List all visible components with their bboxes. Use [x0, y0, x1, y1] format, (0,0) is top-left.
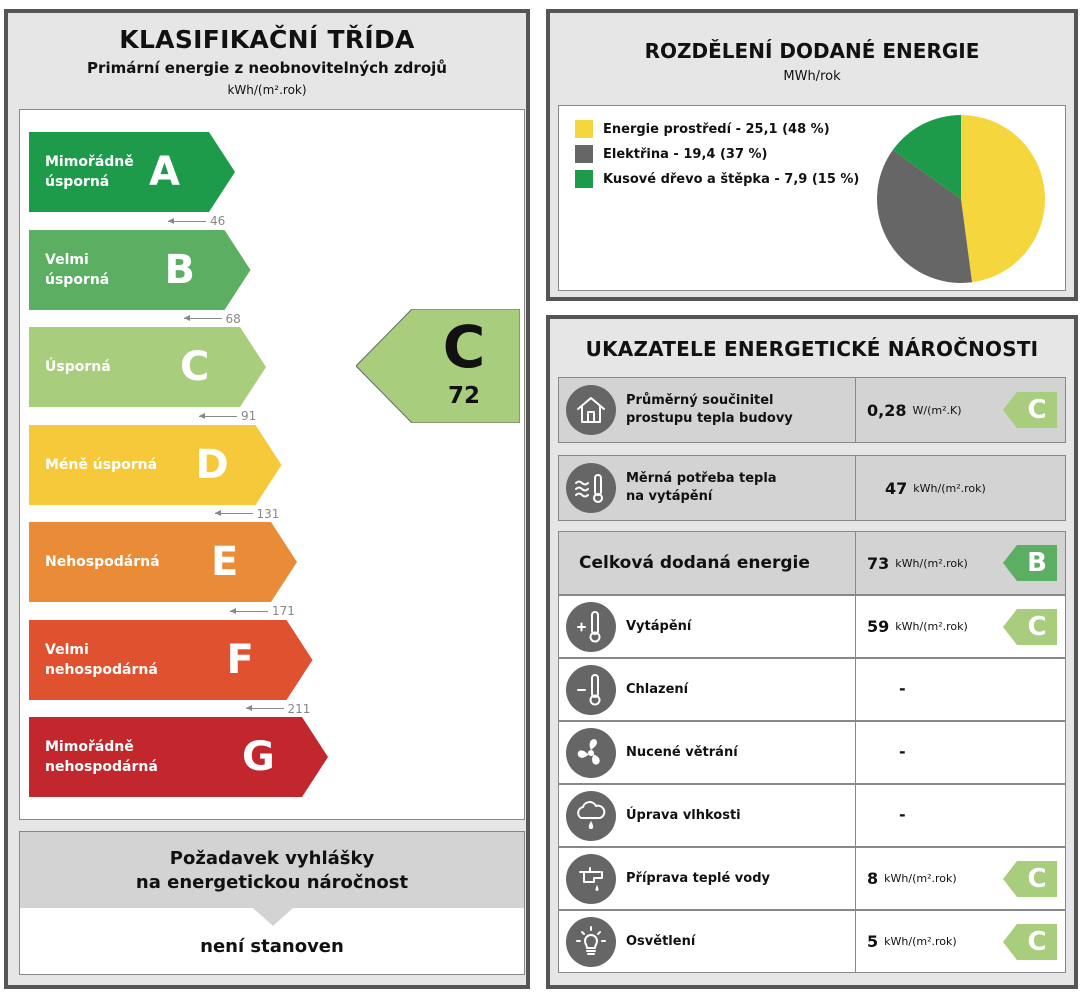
indicator-unit: kWh/(m².rok)	[895, 556, 968, 570]
threshold-arrow-icon	[230, 611, 268, 612]
requirement-notch	[253, 908, 293, 926]
band-label: Úsporná	[45, 359, 111, 375]
indicators-title: UKAZATELE ENERGETICKÉ NÁROČNOSTI	[585, 337, 1039, 361]
legend-item	[575, 120, 830, 138]
indicator-row	[558, 455, 1066, 521]
requirement-box	[19, 831, 525, 975]
indicator-value-group	[885, 456, 1017, 520]
energy-class-scale	[19, 109, 525, 820]
threshold-value: 211	[287, 701, 311, 716]
requirement-title: Požadavek vyhlášky na energetickou náročnost	[135, 848, 409, 893]
band-threshold	[199, 409, 256, 423]
threshold-arrow-icon	[168, 221, 206, 222]
band-f	[29, 620, 313, 700]
indicator-value-group	[867, 848, 999, 909]
threshold-value: 131	[256, 506, 280, 521]
indicator-name: Osvětlení	[626, 933, 696, 949]
band-threshold	[230, 604, 295, 618]
indicator-name: Úprava vlhkosti	[626, 807, 741, 823]
band-letter: B	[164, 246, 195, 293]
row-divider	[855, 911, 856, 972]
class-badge-letter: C	[1027, 863, 1047, 894]
class-badge-c	[1003, 924, 1057, 960]
band-c	[29, 327, 266, 407]
band-label: Mimořádně nehospodárná	[45, 739, 158, 775]
indicator-value-group	[867, 378, 999, 442]
water-tap-icon	[566, 854, 616, 904]
indicator-name: Vytápění	[626, 618, 692, 634]
band-g	[29, 717, 328, 797]
threshold-arrow-icon	[199, 416, 237, 417]
indicator-row	[558, 721, 1066, 784]
distribution-unit: MWh/rok	[783, 69, 841, 84]
band-threshold	[184, 312, 241, 326]
requirement-value: není stanoven	[200, 936, 344, 957]
band-label: Velmi nehospodárná	[45, 641, 158, 678]
result-class-arrow	[356, 309, 520, 423]
legend-swatch	[575, 120, 593, 138]
band-letter: F	[226, 636, 254, 683]
heating-thermometer-icon	[566, 602, 616, 652]
row-divider	[855, 532, 856, 594]
band-letter: D	[195, 441, 229, 488]
requirement-header	[20, 832, 524, 908]
classification-title: KLASIFIKAČNÍ TŘÍDA	[119, 25, 415, 54]
house-icon	[566, 385, 616, 435]
indicator-unit: kWh/(m².rok)	[884, 872, 957, 885]
threshold-arrow-icon	[215, 513, 253, 514]
indicator-unit: kWh/(m².rok)	[913, 481, 986, 495]
band-a	[29, 132, 235, 212]
legend-item	[575, 170, 859, 188]
indicator-name: Celková dodaná energie	[579, 553, 810, 573]
class-badge-letter: B	[1027, 548, 1047, 578]
legend-label: Energie prostředí - 25,1 (48 %)	[603, 121, 830, 137]
indicator-name: Příprava teplé vody	[626, 870, 770, 886]
indicator-row	[558, 784, 1066, 847]
threshold-value: 46	[210, 214, 226, 228]
indicator-value: 47	[885, 478, 908, 498]
indicator-value: 0,28	[867, 400, 907, 420]
band-label: Mimořádně úsporná	[45, 154, 134, 190]
pie-chart	[876, 114, 1046, 284]
class-badge-c	[1003, 861, 1057, 897]
classification-panel	[4, 9, 530, 989]
band-label: Méně úsporná	[45, 456, 158, 473]
indicator-value-group	[867, 596, 999, 657]
indicator-value: -	[899, 678, 906, 698]
indicator-row	[558, 595, 1066, 658]
row-divider	[855, 596, 856, 657]
indicator-unit: W/(m².K)	[912, 403, 962, 417]
distribution-chart-box	[558, 105, 1066, 291]
class-badge-c	[1003, 392, 1057, 428]
energy-distribution-panel	[546, 9, 1078, 301]
indicator-value-group	[867, 911, 999, 972]
result-class-value: 72	[447, 383, 480, 409]
row-divider	[855, 785, 856, 846]
band-letter: E	[211, 539, 239, 585]
band-label: Velmi úsporná	[45, 251, 110, 288]
indicator-value: 8	[867, 869, 879, 888]
class-badge-letter: C	[1027, 395, 1047, 425]
indicator-value: 59	[867, 617, 890, 636]
band-letter: G	[242, 734, 275, 780]
indicator-unit: kWh/(m².rok)	[884, 935, 957, 948]
band-threshold	[168, 214, 225, 228]
band-d	[29, 425, 282, 505]
pie-slice	[961, 115, 1045, 282]
indicator-value: 5	[867, 932, 879, 951]
legend-swatch	[575, 170, 593, 188]
indicator-name: Měrná potřeba tepla na vytápění	[626, 471, 777, 504]
cooling-thermometer-icon	[566, 665, 616, 715]
indicator-name: Chlazení	[626, 681, 689, 697]
row-divider	[855, 378, 856, 442]
legend-label: Kusové dřevo a štěpka - 7,9 (15 %)	[603, 171, 860, 187]
band-threshold	[215, 507, 280, 521]
class-badge-c	[1003, 609, 1057, 645]
indicator-row	[558, 910, 1066, 973]
band-label: Nehospodárná	[45, 554, 160, 570]
classification-unit: kWh/(m².rok)	[227, 83, 307, 97]
indicator-unit: kWh/(m².rok)	[895, 620, 968, 633]
classification-subtitle: Primární energie z neobnovitelných zdrojů	[87, 59, 447, 77]
indicator-row	[558, 531, 1066, 595]
band-letter: C	[180, 344, 210, 390]
threshold-value: 68	[225, 311, 241, 326]
indicator-value-group	[867, 532, 999, 594]
row-divider	[855, 848, 856, 909]
band-b	[29, 230, 251, 310]
indicator-value: -	[899, 741, 906, 761]
legend-swatch	[575, 145, 593, 163]
band-letter: A	[149, 149, 180, 195]
indicator-name: Průměrný součinitel prostupu tepla budovy	[626, 393, 793, 426]
humidity-icon	[566, 791, 616, 841]
row-divider	[855, 659, 856, 720]
band-threshold	[246, 702, 311, 716]
indicator-row	[558, 847, 1066, 910]
row-divider	[855, 722, 856, 783]
indicator-row	[558, 658, 1066, 721]
indicator-value: -	[899, 804, 906, 824]
distribution-title: ROZDĚLENÍ DODANÉ ENERGIE	[644, 39, 980, 63]
threshold-arrow-icon	[246, 708, 284, 709]
band-e	[29, 522, 297, 602]
light-bulb-icon	[566, 917, 616, 967]
indicator-name: Nucené větrání	[626, 744, 738, 760]
fan-icon	[566, 728, 616, 778]
indicator-value: 73	[867, 553, 890, 573]
indicators-panel	[546, 315, 1078, 989]
indicator-row	[558, 377, 1066, 443]
heat-demand-icon	[566, 463, 616, 513]
threshold-value: 91	[241, 409, 257, 423]
threshold-value: 171	[272, 604, 295, 618]
class-badge-letter: C	[1027, 926, 1047, 957]
legend-label: Elektřina - 19,4 (37 %)	[603, 146, 768, 162]
class-badge-b	[1003, 545, 1057, 581]
threshold-arrow-icon	[184, 318, 222, 319]
row-divider	[855, 456, 856, 520]
legend-item	[575, 145, 767, 163]
result-class-letter: C	[442, 313, 486, 381]
class-badge-letter: C	[1027, 611, 1047, 642]
